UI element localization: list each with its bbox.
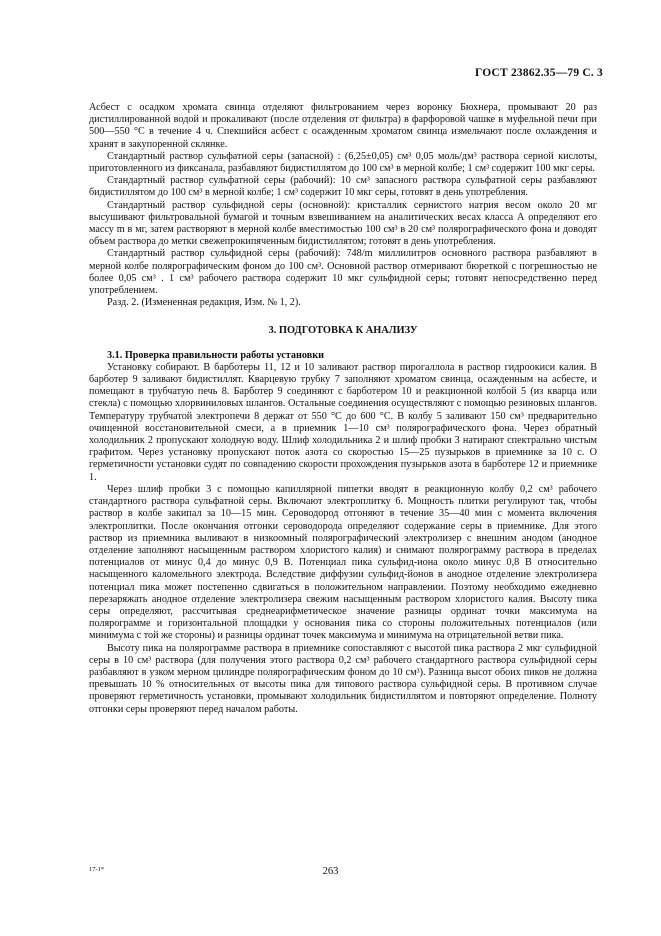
subsection-heading: 3.1. Проверка правильности работы установки — [107, 349, 324, 361]
paragraph-sulfate-working: Стандартный раствор сульфатной серы (рабочий): 10 см³ запасного раствора сульфатной серы разбавляют бидистиллятом до 100 см³ в мерной колбе; 1 см³ содержит 10 мкг серы, готовят в день употребления. — [89, 175, 597, 199]
paragraph-procedure: Через шлиф пробки 3 с помощью капиллярной пипетки вводят в реакционную колбу 0,2 см³ рабочего стандартного раствора сульфатной серы. Включают электроплитку 6. Мощность плитки регулируют так, чтобы раствор в колбе закипал за 10—15 мин. Сероводород отгоняют в течение 35—40 мин с момента включения электроплитки. После окончания отгонки сероводорода определяют содержание серы в приемнике. Для этого раствор из приемника выливают в низкоомный полярографический электролизер с внешним анодом (анодное отделение заполняют насыщенным раствором хлористого калия) и снимают полярограмму раствора в пределах потенциалов от минус 0,4 до минус 0,9 В. Потенциал пика сульфид-иона около минус 0,8 В относительно насыщенного каломельного электрода. Вследствие диффузии сульфид-йонов в анодное отделение электролизера потенциал пика может постепенно сдвигаться в положительном направлении. Поэтому необходимо ежедневно перезаряжать анодное отделение электролизера свежим насыщенным раствором хлористого калия. Высоту пика серы определяют, рассчитывая среднеарифметическое значение разницы ординат точки максимума на полярограмме и горизонтальной площадки у основания пика со стороны положительных потенциалов (или минимума с той же стороны) и разницы ординат точек максимума и минимума на отрицательной ветви пика. — [89, 483, 597, 642]
paragraph-sulfide-working: Стандартный раствор сульфидной серы (рабочий): 748/m миллилитров основного раствора разбавляют в мерной колбе полярографическим фоном до 100 см³. Основной раствор отмеривают бюреткой с погрешностью не более 0,05 см³ . 1 см³ рабочего раствора содержит 10 мкг сульфидной серы; готовят непосредственно перед употреблением. — [89, 248, 597, 297]
paragraph-comparison: Высоту пика на полярограмме раствора в приемнике сопоставляют с высотой пика раствора 2 мкг сульфидной серы в 10 см³ раствора (для получения этого раствора 0,2 см³ рабочего стандартного раствора сульфидной серы разбавляют в узком мерном цилиндре полярографическим фоном до 10 см³). Разница высот обоих пиков не должна превышать 10 % относительных от высоты пика для типового раствора сульфидной серы. В противном случае проверяют герметичность установки, промывают холодильник бидистиллятом и повторяют определение. Полноту отгонки серы проверяют перед началом работы. — [89, 642, 597, 715]
running-header: ГОСТ 23862.35—79 С. 3 — [475, 67, 603, 79]
footer-mark: 17-1* — [89, 866, 105, 873]
document-body — [89, 102, 597, 716]
revision-note: Разд. 2. (Измененная редакция, Изм. № 1, 2). — [107, 297, 301, 309]
paragraph-sulfate-stock: Стандартный раствор сульфатной серы (запасной) : (6,25±0,05) см³ 0,05 моль/дм³ раствора серной кислоты, приготовленного из фиксанала, разбавляют бидистиллятом до 100 см³ в мерной колбе; 1 см³ содержит 100 мкг серы. — [89, 150, 597, 175]
paragraph-sulfide-main: Стандартный раствор сульфидной серы (основной): кристаллик сернистого натрия весом около 20 мг высушивают фильтровальной бумагой и точным взвешиванием на аналитических весах класса А определяют его массу m в мг, затем растворяют в мерной колбе вместимостью 100 см³ в 20 см³ полярографического фона и доводят объем раствора до метки свежепрокипяченным бидистиллятом; готовят в день употребления. — [89, 199, 597, 248]
paragraph-asbestos: Асбест с осадком хромата свинца отделяют фильтрованием через воронку Бюхнера, промывают 20 раз дистиллированной водой и прокаливают (после отделения от фильтра) в фарфоровой чашке в муфельной печи при 500—550 °С в течение 4 ч. Спекшийся асбест с осажденным хроматом свинца измельчают после охлаждения и хранят в закупоренной склянке. — [89, 102, 597, 150]
page-number: 263 — [322, 866, 339, 877]
paragraph-setup: Установку собирают. В барботеры 11, 12 и 10 заливают раствор пирогаллола в раствор гидроокиси калия. В барботер 9 заливают бидистиллят. Кварцевую трубку 7 заполняют хроматом свинца, осажденным на асбесте, и помещают в трубчатую печь 8. Барботер 9 соединяют с барботером 10 и реакционной колбой 5 (из кварца или стекла) с помощью хлорвиниловых шлангов. Остальные соединения осуществляют с помощью резиновых шлангов. Температуру трубчатой электропечи 8 держат от 550 °С до 600 °С. В колбу 5 заливают 150 см³ предварительно очищенной восстановительной смеси, а в приемник 1—10 см³ полярографического фона. Через обратный холодильник 2 пропускают холодную воду. Шлиф холодильника 2 и шлиф пробки 3 натирают спектрально чистым графитом. Через установку пропускают поток азота со скоростью 15—25 пузырьков в приемнике за 10 с. О герметичности установки судят по совпадению скорости прохождения пузырьков азота в барботере 12 и приемнике 1. — [89, 361, 597, 483]
section-heading: 3. ПОДГОТОВКА К АНАЛИЗУ — [268, 325, 418, 337]
